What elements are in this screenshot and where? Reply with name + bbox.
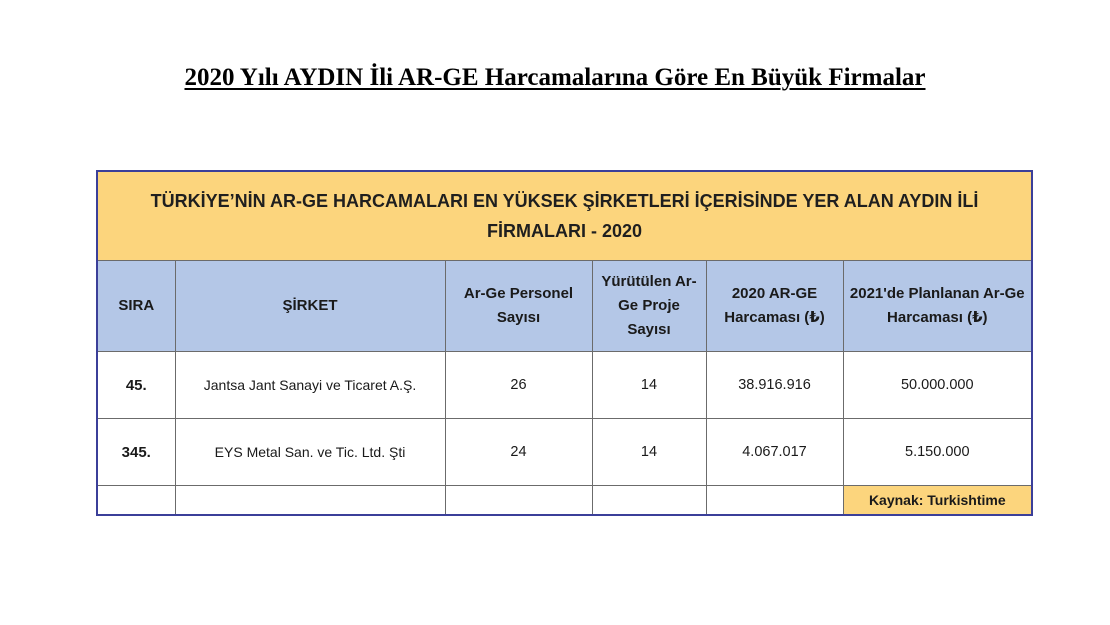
cell-projects: 14 xyxy=(592,419,706,486)
footer-empty-cell xyxy=(175,486,445,516)
column-header-rank: SIRA xyxy=(97,261,175,352)
page-title: 2020 Yılı AYDIN İli AR-GE Harcamalarına Göre En Büyük Firmalar xyxy=(184,64,926,91)
cell-company: EYS Metal San. ve Tic. Ltd. Şti xyxy=(175,419,445,486)
column-header-spend-2020: 2020 AR-GE Harcaması (₺) xyxy=(706,261,843,352)
source-note: Kaynak: Turkishtime xyxy=(843,486,1032,516)
column-header-planned-2021: 2021'de Planlanan Ar-Ge Harcaması (₺) xyxy=(843,261,1032,352)
footer-empty-cell xyxy=(445,486,592,516)
cell-rank: 45. xyxy=(97,352,175,419)
table-row xyxy=(97,419,1032,486)
column-header-company: ŞİRKET xyxy=(175,261,445,352)
table-banner-row xyxy=(97,171,1032,261)
cell-spend-2020: 38.916.916 xyxy=(706,352,843,419)
column-header-personnel: Ar-Ge Personel Sayısı xyxy=(445,261,592,352)
footer-empty-cell xyxy=(592,486,706,516)
column-header-projects: Yürütülen Ar-Ge Proje Sayısı xyxy=(592,261,706,352)
cell-company: Jantsa Jant Sanayi ve Ticaret A.Ş. xyxy=(175,352,445,419)
cell-planned-2021: 5.150.000 xyxy=(843,419,1032,486)
cell-spend-2020: 4.067.017 xyxy=(706,419,843,486)
table-footer-row xyxy=(97,486,1032,516)
cell-planned-2021: 50.000.000 xyxy=(843,352,1032,419)
table-banner: TÜRKİYE’NİN AR-GE HARCAMALARI EN YÜKSEK ŞİRKETLERİ İÇERİSİNDE YER ALAN AYDIN İLİ FİRMALARI - 2020 xyxy=(97,171,1032,261)
cell-rank: 345. xyxy=(97,419,175,486)
footer-empty-cell xyxy=(97,486,175,516)
cell-projects: 14 xyxy=(592,352,706,419)
cell-personnel: 26 xyxy=(445,352,592,419)
table-row xyxy=(97,352,1032,419)
footer-empty-cell xyxy=(706,486,843,516)
table-container xyxy=(96,170,1033,516)
cell-personnel: 24 xyxy=(445,419,592,486)
rd-spending-table xyxy=(96,170,1033,516)
table-header-row xyxy=(97,261,1032,352)
